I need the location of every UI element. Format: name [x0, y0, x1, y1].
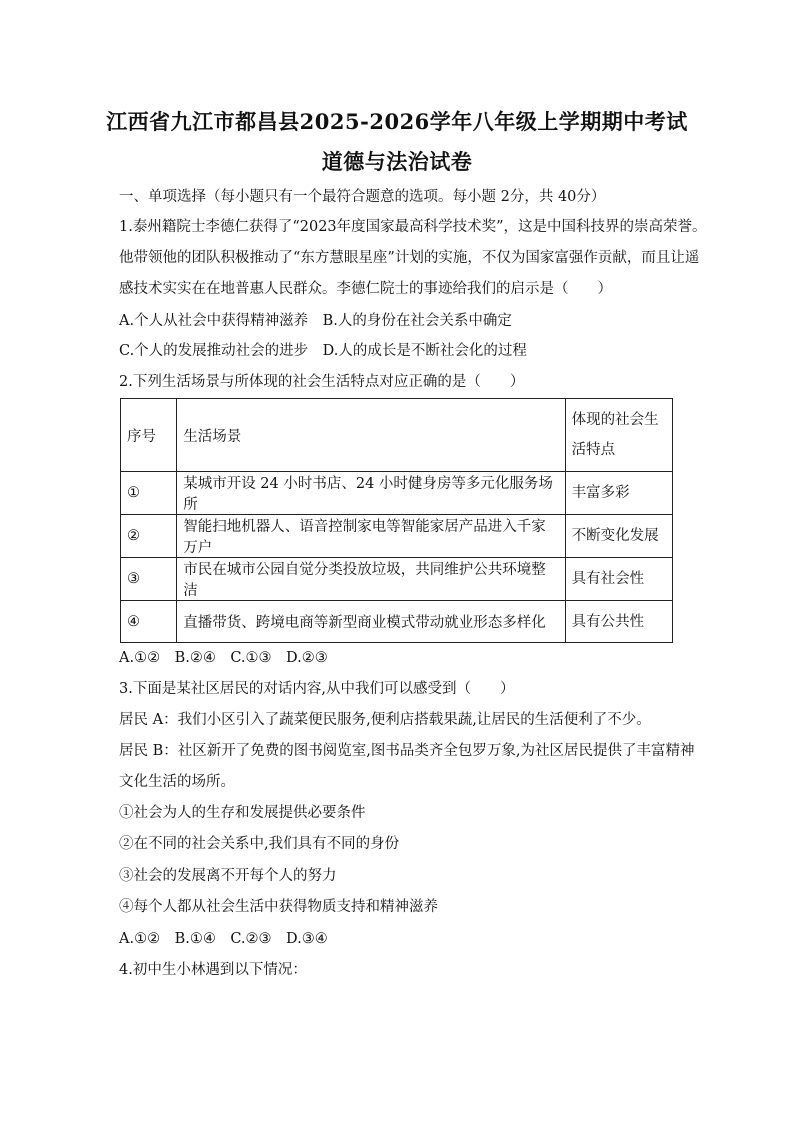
exam-subtitle: 道德与法治试卷	[321, 149, 473, 174]
q3-stem: 3.下面是某社区居民的对话内容,从中我们可以感受到（ ）	[119, 681, 515, 697]
q1-stem-line3: 感技术实实在在地普惠人民群众。李德仁院士的事迹给我们的启示是（ ）	[119, 281, 612, 297]
row-scene: 智能扫地机器人、语音控制家电等智能家居产品进入千家万户	[177, 515, 565, 558]
q3-options: A.①② B.①④ C.②③ D.③④	[119, 931, 328, 947]
row-scene: 某城市开设 24 小时书店、24 小时健身房等多元化服务场所	[177, 472, 565, 515]
row-number: ①	[121, 472, 177, 515]
row-scene: 直播带货、跨境电商等新型商业模式带动就业形态多样化	[177, 601, 565, 643]
header-scene: 生活场景	[177, 399, 565, 472]
q4-stem: 4.初中生小林遇到以下情况：	[119, 962, 307, 978]
row-feature: 丰富多彩	[565, 472, 672, 515]
q1-stem-line2: 他带领他的团队积极推动了“东方慧眼星座”计划的实施，不仅为国家富强作贡献，而且让遥	[119, 250, 700, 266]
table-row	[121, 601, 673, 643]
section-heading: 一、单项选择（每小题只有一个最符合题意的选项。每小题 2分，共 40分）	[119, 189, 606, 205]
q2-table	[120, 398, 673, 643]
q3-item4: ④每个人都从社会生活中获得物质支持和精神滋养	[119, 899, 438, 915]
exam-title: 江西省九江市都昌县2025-2026学年八年级上学期期中考试	[106, 109, 688, 134]
q1-options-cd: C.个人的发展推动社会的进步 D.人的成长是不断社会化的过程	[119, 343, 527, 359]
row-feature: 不断变化发展	[565, 515, 672, 558]
table-row	[121, 558, 673, 601]
header-number: 序号	[121, 399, 177, 472]
row-number: ③	[121, 558, 177, 601]
q3-item3: ③社会的发展离不开每个人的努力	[119, 868, 337, 884]
q3-resident-b-line2: 文化生活的场所。	[119, 774, 235, 790]
row-feature: 具有公共性	[565, 601, 672, 643]
header-feature: 体现的社会生活特点	[565, 399, 672, 472]
q3-resident-b-line1: 居民 B：社区新开了免费的图书阅览室,图书品类齐全包罗万象,为社区居民提供了丰富精神	[119, 743, 695, 759]
table-header-row	[121, 399, 673, 472]
q3-item2: ②在不同的社会关系中,我们具有不同的身份	[119, 836, 400, 852]
table-row	[121, 515, 673, 558]
q3-item1: ①社会为人的生存和发展提供必要条件	[119, 805, 366, 821]
row-number: ②	[121, 515, 177, 558]
row-feature: 具有社会性	[565, 558, 672, 601]
q3-resident-a: 居民 A：我们小区引入了蔬菜便民服务,便利店搭载果蔬,让居民的生活便利了不少。	[119, 712, 651, 728]
q2-stem: 2.下列生活场景与所体现的社会生活特点对应正确的是（ ）	[119, 374, 525, 390]
q1-stem-line1: 1.泰州籍院士李德仁获得了“2023年度国家最高科学技术奖”，这是中国科技界的崇高荣誉。	[119, 219, 707, 235]
table-row	[121, 472, 673, 515]
row-scene: 市民在城市公园自觉分类投放垃圾，共同维护公共环境整洁	[177, 558, 565, 601]
q2-options: A.①② B.②④ C.①③ D.②③	[119, 650, 328, 666]
row-number: ④	[121, 601, 177, 643]
q1-options-ab: A.个人从社会中获得精神滋养 B.人的身份在社会关系中确定	[119, 313, 512, 329]
